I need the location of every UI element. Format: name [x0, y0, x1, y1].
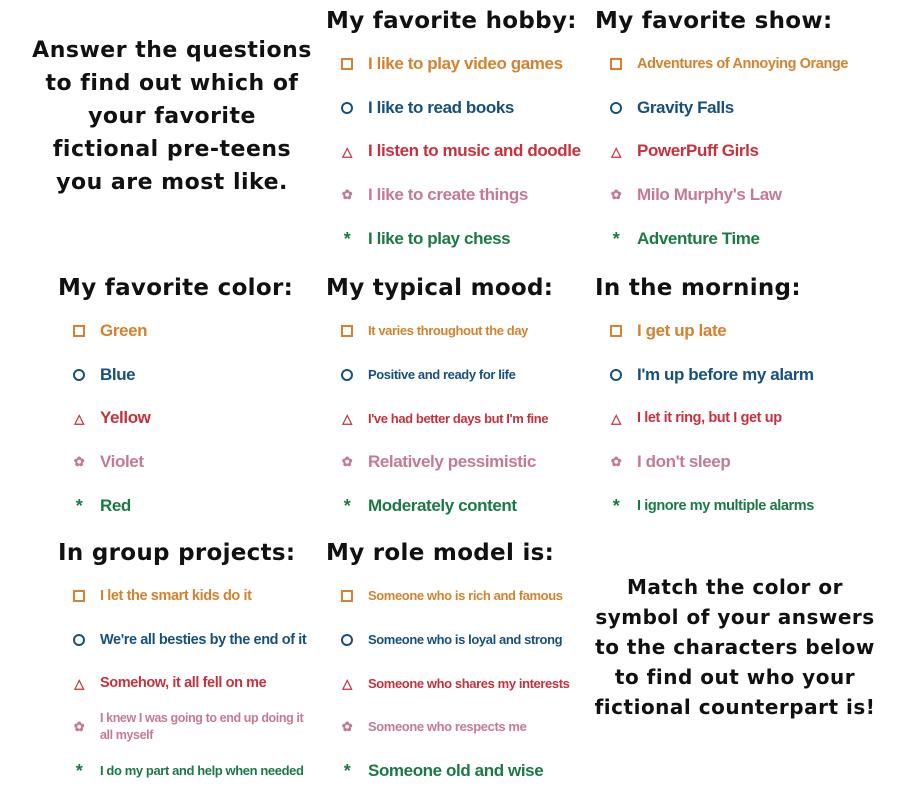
option-label: Somehow, it all fell on me	[100, 675, 267, 692]
option-triangle[interactable]	[595, 396, 814, 440]
option-flower[interactable]	[58, 440, 293, 484]
option-label: Green	[100, 320, 148, 340]
circle-icon	[58, 369, 100, 381]
option-label: Blue	[100, 364, 136, 384]
option-triangle[interactable]	[595, 129, 848, 173]
option-label: We're all besties by the end of it	[100, 631, 307, 648]
option-label: I ignore my multiple alarms	[637, 497, 814, 514]
option-circle[interactable]	[58, 618, 310, 662]
triangle-icon: △	[342, 675, 352, 691]
option-triangle[interactable]	[326, 661, 569, 705]
square-icon	[326, 58, 368, 70]
section-title: My favorite color:	[58, 275, 294, 301]
section-title: In group projects:	[58, 540, 296, 566]
section-group	[58, 540, 310, 792]
option-star[interactable]	[595, 217, 848, 261]
option-label: PowerPuff Girls	[637, 141, 759, 161]
circle-icon	[326, 369, 368, 381]
circle-icon	[326, 634, 368, 646]
option-star[interactable]	[326, 484, 553, 528]
triangle-icon: △	[342, 410, 352, 426]
option-label: Violet	[100, 451, 144, 471]
section-title: In the morning:	[595, 275, 801, 301]
star-icon: *	[612, 495, 620, 516]
option-label: Someone old and wise	[368, 760, 544, 780]
option-flower[interactable]	[595, 173, 848, 217]
option-triangle[interactable]	[58, 661, 310, 705]
option-square[interactable]	[595, 309, 814, 353]
section-role	[326, 540, 569, 792]
section-show	[595, 8, 848, 260]
option-list	[326, 574, 569, 792]
option-circle[interactable]	[326, 86, 581, 130]
option-label: Gravity Falls	[637, 97, 734, 117]
option-circle[interactable]	[58, 353, 293, 397]
option-label: I like to read books	[368, 97, 514, 117]
option-label: Someone who is loyal and strong	[368, 632, 563, 648]
section-mood	[326, 275, 553, 527]
option-square[interactable]	[326, 574, 569, 618]
option-label: Adventures of Annoying Orange	[637, 55, 849, 72]
option-star[interactable]	[326, 217, 581, 261]
flower-icon: ✿	[610, 187, 622, 203]
triangle-icon: △	[611, 410, 621, 426]
option-label: I let the smart kids do it	[100, 587, 252, 604]
square-icon	[595, 325, 637, 337]
option-list	[595, 42, 848, 260]
option-label: I do my part and help when needed	[100, 763, 304, 779]
star-icon: *	[343, 228, 351, 249]
star-icon: *	[343, 495, 351, 516]
circle-icon	[595, 369, 637, 381]
section-title: My typical mood:	[326, 275, 554, 301]
flower-icon: ✿	[73, 719, 85, 735]
triangle-icon: △	[611, 143, 621, 159]
triangle-icon: △	[74, 675, 84, 691]
option-label: I like to play video games	[368, 53, 563, 73]
flower-icon: ✿	[341, 187, 353, 203]
option-square[interactable]	[58, 574, 310, 618]
option-label: Someone who shares my interests	[368, 675, 570, 691]
outro-text: Match the color or symbol of your answers to the characters below to find out who your fictional counterpart is!	[594, 575, 876, 719]
section-color	[58, 275, 293, 527]
option-label: Someone who is rich and famous	[368, 588, 563, 604]
option-label: I'm up before my alarm	[637, 364, 814, 384]
square-icon	[326, 325, 368, 337]
option-square[interactable]	[58, 309, 293, 353]
star-icon: *	[75, 495, 83, 516]
option-label: Moderately content	[368, 495, 517, 515]
circle-icon	[595, 102, 637, 114]
option-triangle[interactable]	[326, 129, 581, 173]
option-label: I knew I was going to end up doing it all myself	[100, 710, 304, 742]
option-label: Yellow	[100, 408, 151, 428]
option-list	[595, 309, 814, 527]
flower-icon: ✿	[341, 719, 353, 735]
option-label: I like to create things	[368, 184, 528, 204]
option-label: I let it ring, but I get up	[637, 410, 782, 427]
section-hobby	[326, 8, 581, 260]
option-circle[interactable]	[595, 86, 848, 130]
option-label: Relatively pessimistic	[368, 451, 536, 471]
square-icon	[326, 590, 368, 602]
option-circle[interactable]	[326, 353, 553, 397]
option-circle[interactable]	[326, 618, 569, 662]
option-flower[interactable]	[326, 440, 553, 484]
option-star[interactable]	[595, 484, 814, 528]
option-label: It varies throughout the day	[368, 323, 528, 339]
option-label: Adventure Time	[637, 228, 760, 248]
option-triangle[interactable]	[58, 396, 293, 440]
square-icon	[58, 325, 100, 337]
option-label: I like to play chess	[368, 228, 511, 248]
section-morning	[595, 275, 814, 527]
section-title: My favorite hobby:	[326, 8, 577, 34]
option-label: I don't sleep	[637, 451, 731, 471]
option-list	[58, 309, 293, 527]
option-label: Red	[100, 495, 131, 515]
option-triangle[interactable]	[326, 396, 553, 440]
option-flower[interactable]	[326, 705, 569, 749]
option-list	[326, 42, 581, 260]
option-label: I get up late	[637, 320, 727, 340]
option-star[interactable]	[58, 749, 310, 793]
intro-text: Answer the questions to find out which of your favorite fictional pre-teens you are most like.	[32, 38, 312, 195]
square-icon	[58, 590, 100, 602]
option-list	[58, 574, 310, 792]
option-flower[interactable]	[326, 173, 581, 217]
triangle-icon: △	[74, 410, 84, 426]
flower-icon: ✿	[341, 454, 353, 470]
option-star[interactable]	[326, 749, 569, 793]
star-icon: *	[343, 760, 351, 781]
triangle-icon: △	[342, 143, 352, 159]
section-title: My favorite show:	[595, 8, 833, 34]
circle-icon	[58, 634, 100, 646]
section-title: My role model is:	[326, 540, 555, 566]
option-flower[interactable]	[58, 705, 310, 749]
option-square[interactable]	[595, 42, 848, 86]
option-list	[326, 309, 553, 527]
option-label: I've had better days but I'm fine	[368, 410, 549, 426]
star-icon: *	[75, 760, 83, 781]
star-icon: *	[612, 228, 620, 249]
option-flower[interactable]	[595, 440, 814, 484]
square-icon	[595, 58, 637, 70]
option-label: Someone who respects me	[368, 719, 527, 735]
flower-icon: ✿	[73, 454, 85, 470]
option-label: Positive and ready for life	[368, 367, 516, 383]
flower-icon: ✿	[610, 454, 622, 470]
option-square[interactable]	[326, 42, 581, 86]
option-label: I listen to music and doodle	[368, 141, 581, 161]
option-star[interactable]	[58, 484, 293, 528]
option-label: Milo Murphy's Law	[637, 184, 782, 204]
option-square[interactable]	[326, 309, 553, 353]
option-circle[interactable]	[595, 353, 814, 397]
circle-icon	[326, 102, 368, 114]
